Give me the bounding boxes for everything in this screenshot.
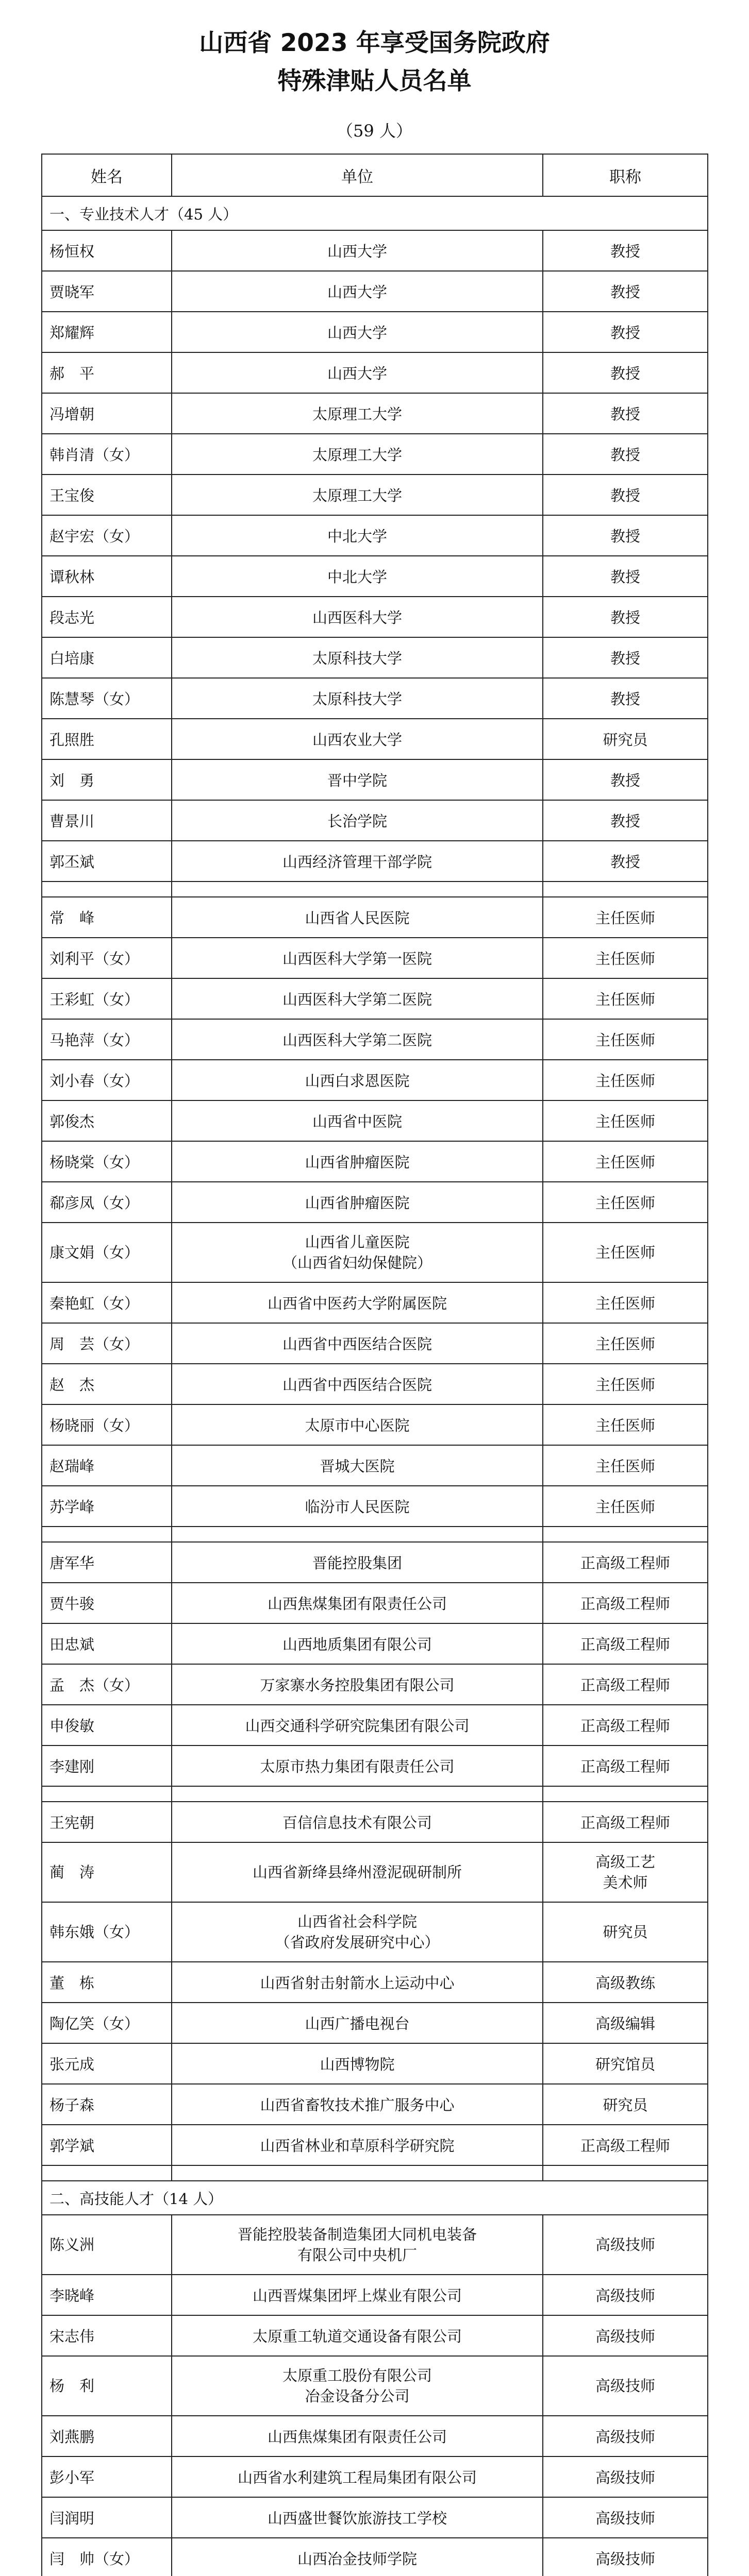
header-name: 姓名 (42, 154, 172, 196)
table-row (42, 2003, 708, 2043)
name-cell: 郭俊杰 (42, 1100, 172, 1141)
table-row (42, 2538, 708, 2576)
table-row (42, 800, 708, 841)
unit-cell: 临汾市人民医院 (172, 1486, 543, 1527)
unit-cell: 山西大学 (172, 230, 543, 271)
unit-cell: 太原科技大学 (172, 637, 543, 678)
group-spacer (42, 1786, 708, 1802)
name-cell: 杨恒权 (42, 230, 172, 271)
unit-cell: 山西省中西医结合医院 (172, 1323, 543, 1364)
table-row (42, 2084, 708, 2125)
table-row (42, 556, 708, 597)
unit-cell: 百信信息技术有限公司 (172, 1802, 543, 1842)
name-cell: 马艳萍（女） (42, 1019, 172, 1060)
table-row (42, 1705, 708, 1745)
title-cell (543, 1842, 708, 1902)
title-cell: 教授 (543, 434, 708, 474)
unit-cell: 万家寨水务控股集团有限公司 (172, 1664, 543, 1705)
unit-cell-line-1: 太原重工股份有限公司 (282, 2367, 432, 2384)
title-cell: 教授 (543, 841, 708, 882)
title-cell-line-2: 美术师 (603, 1874, 648, 1891)
title-cell: 高级编辑 (543, 2003, 708, 2043)
group-spacer (42, 1527, 708, 1542)
group-spacer (42, 2165, 708, 2181)
name-cell: 杨晓棠（女） (42, 1141, 172, 1182)
unit-cell-line-1: 晋能控股装备制造集团大同机电装备 (237, 2226, 477, 2243)
name-cell: 李晓峰 (42, 2275, 172, 2315)
name-cell: 苏学峰 (42, 1486, 172, 1527)
name-cell: 陈义洲 (42, 2215, 172, 2275)
name-cell: 张元成 (42, 2043, 172, 2084)
unit-cell: 晋能控股集团 (172, 1542, 543, 1583)
table-row (42, 1282, 708, 1323)
title-cell: 主任医师 (543, 897, 708, 938)
table-row (42, 1623, 708, 1664)
name-cell: 赵宇宏（女） (42, 515, 172, 556)
table-row (42, 2456, 708, 2497)
table-row (42, 978, 708, 1019)
name-cell: 郝 平 (42, 352, 172, 393)
name-cell: 彭小军 (42, 2456, 172, 2497)
table-row (42, 637, 708, 678)
title-cell: 高级技师 (543, 2456, 708, 2497)
name-cell: 王宪朝 (42, 1802, 172, 1842)
name-cell: 杨晓丽（女） (42, 1404, 172, 1445)
spacer-cell (543, 1786, 708, 1802)
name-cell: 赵瑞峰 (42, 1445, 172, 1486)
unit-cell: 山西交通科学研究院集团有限公司 (172, 1705, 543, 1745)
title-cell: 主任医师 (543, 978, 708, 1019)
title-cell: 正高级工程师 (543, 1623, 708, 1664)
title-cell: 研究员 (543, 719, 708, 759)
unit-cell: 山西盛世餐饮旅游技工学校 (172, 2497, 543, 2538)
table-row (42, 474, 708, 515)
section-heading: 一、专业技术人才（45 人） (42, 196, 708, 230)
spacer-cell (172, 1786, 543, 1802)
title-cell: 高级技师 (543, 2356, 708, 2416)
section-row (42, 196, 708, 230)
table-row (42, 1962, 708, 2003)
table-row (42, 2315, 708, 2356)
title-cell: 正高级工程师 (543, 1705, 708, 1745)
name-cell: 秦艳虹（女） (42, 1282, 172, 1323)
title-cell: 主任医师 (543, 1445, 708, 1486)
table-row (42, 841, 708, 882)
title-cell: 主任医师 (543, 1223, 708, 1282)
title-cell: 教授 (543, 271, 708, 312)
title-cell: 高级技师 (543, 2215, 708, 2275)
name-cell: 杨 利 (42, 2356, 172, 2416)
table-row (42, 1542, 708, 1583)
table-row (42, 1902, 708, 1962)
name-cell: 白培康 (42, 637, 172, 678)
table-row (42, 1445, 708, 1486)
name-cell: 周 芸（女） (42, 1323, 172, 1364)
title-cell: 教授 (543, 515, 708, 556)
title-cell: 教授 (543, 597, 708, 637)
table-row (42, 352, 708, 393)
title-cell: 主任医师 (543, 1486, 708, 1527)
header-title: 职称 (543, 154, 708, 196)
unit-cell (172, 1902, 543, 1962)
unit-cell (172, 2215, 543, 2275)
title-cell: 主任医师 (543, 1364, 708, 1404)
table-row (42, 2275, 708, 2315)
name-cell: 董 栋 (42, 1962, 172, 2003)
unit-cell-line-1: 山西省社会科学院 (297, 1913, 417, 1930)
unit-cell: 山西地质集团有限公司 (172, 1623, 543, 1664)
title-cell: 教授 (543, 352, 708, 393)
name-cell: 陶亿笑（女） (42, 2003, 172, 2043)
name-cell: 韩东娥（女） (42, 1902, 172, 1962)
title-cell: 主任医师 (543, 1282, 708, 1323)
table-row (42, 1364, 708, 1404)
table-row (42, 1323, 708, 1364)
table-row (42, 897, 708, 938)
section-heading: 二、高技能人才（14 人） (42, 2181, 708, 2215)
title-cell: 正高级工程师 (543, 1745, 708, 1786)
recipient-table (41, 154, 708, 2576)
table-row (42, 1404, 708, 1445)
name-cell: 宋志伟 (42, 2315, 172, 2356)
unit-cell: 山西大学 (172, 352, 543, 393)
spacer-cell (172, 882, 543, 897)
unit-cell: 中北大学 (172, 515, 543, 556)
unit-cell: 山西医科大学第二医院 (172, 978, 543, 1019)
unit-cell: 山西博物院 (172, 2043, 543, 2084)
table-row (42, 271, 708, 312)
title-cell: 高级技师 (543, 2315, 708, 2356)
unit-cell: 山西白求恩医院 (172, 1060, 543, 1100)
unit-cell: 晋城大医院 (172, 1445, 543, 1486)
title-cell: 研究员 (543, 2084, 708, 2125)
table-row (42, 1019, 708, 1060)
table-row (42, 678, 708, 719)
title-cell: 主任医师 (543, 1182, 708, 1223)
table-row (42, 2215, 708, 2275)
name-cell: 刘小春（女） (42, 1060, 172, 1100)
unit-cell: 山西省水利建筑工程局集团有限公司 (172, 2456, 543, 2497)
title-cell: 主任医师 (543, 1404, 708, 1445)
table-header-row (42, 154, 708, 196)
name-cell: 申俊敏 (42, 1705, 172, 1745)
table-row (42, 2043, 708, 2084)
table-row (42, 1223, 708, 1282)
unit-cell: 长治学院 (172, 800, 543, 841)
name-cell: 韩肖清（女） (42, 434, 172, 474)
name-cell: 杨子森 (42, 2084, 172, 2125)
title-cell: 研究馆员 (543, 2043, 708, 2084)
unit-cell: 山西焦煤集团有限责任公司 (172, 1583, 543, 1623)
unit-cell: 山西省中医药大学附属医院 (172, 1282, 543, 1323)
name-cell: 曹景川 (42, 800, 172, 841)
name-cell: 康文娟（女） (42, 1223, 172, 1282)
section-row (42, 2181, 708, 2215)
title-cell: 高级技师 (543, 2275, 708, 2315)
unit-cell (172, 1223, 543, 1282)
title-cell: 主任医师 (543, 1060, 708, 1100)
unit-cell: 山西医科大学第一医院 (172, 938, 543, 978)
table-row (42, 719, 708, 759)
total-count: （59 人） (337, 121, 412, 141)
unit-cell: 山西医科大学 (172, 597, 543, 637)
unit-cell: 太原科技大学 (172, 678, 543, 719)
table-row (42, 230, 708, 271)
table-row (42, 515, 708, 556)
title-cell: 高级教练 (543, 1962, 708, 2003)
table-row (42, 2356, 708, 2416)
table-row (42, 2125, 708, 2165)
unit-cell: 山西大学 (172, 312, 543, 352)
unit-cell: 晋中学院 (172, 759, 543, 800)
unit-cell: 太原理工大学 (172, 434, 543, 474)
table-row (42, 759, 708, 800)
unit-cell: 太原理工大学 (172, 474, 543, 515)
name-cell: 李建刚 (42, 1745, 172, 1786)
title-cell: 主任医师 (543, 1141, 708, 1182)
title-cell: 教授 (543, 556, 708, 597)
name-cell: 刘燕鹏 (42, 2416, 172, 2456)
table-row (42, 1100, 708, 1141)
group-spacer (42, 882, 708, 897)
unit-cell: 太原重工轨道交通设备有限公司 (172, 2315, 543, 2356)
unit-cell: 中北大学 (172, 556, 543, 597)
unit-cell: 山西医科大学第二医院 (172, 1019, 543, 1060)
title-cell: 教授 (543, 474, 708, 515)
spacer-cell (42, 1527, 172, 1542)
unit-cell: 山西农业大学 (172, 719, 543, 759)
title-cell: 教授 (543, 759, 708, 800)
unit-cell: 山西大学 (172, 271, 543, 312)
name-cell: 郑耀辉 (42, 312, 172, 352)
name-cell: 段志光 (42, 597, 172, 637)
name-cell: 郗彦凤（女） (42, 1182, 172, 1223)
title-cell: 教授 (543, 800, 708, 841)
name-cell: 闫润明 (42, 2497, 172, 2538)
header-unit: 单位 (172, 154, 543, 196)
title-cell: 教授 (543, 637, 708, 678)
title-cell: 教授 (543, 678, 708, 719)
unit-cell: 山西省新绛县绛州澄泥砚研制所 (172, 1842, 543, 1902)
unit-cell-line-2: （省政府发展研究中心） (275, 1934, 440, 1951)
name-cell: 孟 杰（女） (42, 1664, 172, 1705)
title-cell: 正高级工程师 (543, 1542, 708, 1583)
unit-cell: 太原理工大学 (172, 393, 543, 434)
title-cell-line-1: 高级工艺 (595, 1853, 655, 1871)
title-cell: 研究员 (543, 1902, 708, 1962)
table-row (42, 938, 708, 978)
title-cell: 教授 (543, 393, 708, 434)
unit-cell-line-2: （山西省妇幼保健院） (282, 1254, 432, 1272)
table-row (42, 1583, 708, 1623)
document-title-line-2: 特殊津贴人员名单 (277, 67, 472, 95)
table-row (42, 1060, 708, 1100)
title-cell: 高级技师 (543, 2538, 708, 2576)
table-row (42, 312, 708, 352)
unit-cell: 太原市热力集团有限责任公司 (172, 1745, 543, 1786)
table-row (42, 1182, 708, 1223)
name-cell: 郭丕斌 (42, 841, 172, 882)
spacer-cell (543, 1527, 708, 1542)
name-cell: 贾晓军 (42, 271, 172, 312)
name-cell: 贾牛骏 (42, 1583, 172, 1623)
spacer-cell (172, 1527, 543, 1542)
name-cell: 闫 帅（女） (42, 2538, 172, 2576)
title-cell: 正高级工程师 (543, 1583, 708, 1623)
name-cell: 蔺 涛 (42, 1842, 172, 1902)
name-cell: 陈慧琴（女） (42, 678, 172, 719)
name-cell: 刘 勇 (42, 759, 172, 800)
table-row (42, 1141, 708, 1182)
spacer-cell (42, 882, 172, 897)
spacer-cell (543, 882, 708, 897)
unit-cell: 山西焦煤集团有限责任公司 (172, 2416, 543, 2456)
unit-cell: 山西省肿瘤医院 (172, 1141, 543, 1182)
name-cell: 郭学斌 (42, 2125, 172, 2165)
unit-cell: 山西经济管理干部学院 (172, 841, 543, 882)
unit-cell: 山西省畜牧技术推广服务中心 (172, 2084, 543, 2125)
name-cell: 王宝俊 (42, 474, 172, 515)
title-cell: 教授 (543, 312, 708, 352)
name-cell: 谭秋林 (42, 556, 172, 597)
table-row (42, 434, 708, 474)
unit-cell: 山西省中西医结合医院 (172, 1364, 543, 1404)
spacer-cell (172, 2165, 543, 2181)
name-cell: 孔照胜 (42, 719, 172, 759)
title-cell: 正高级工程师 (543, 2125, 708, 2165)
spacer-cell (42, 1786, 172, 1802)
table-row (42, 1842, 708, 1902)
unit-cell: 山西省肿瘤医院 (172, 1182, 543, 1223)
name-cell: 田忠斌 (42, 1623, 172, 1664)
title-cell: 正高级工程师 (543, 1664, 708, 1705)
title-cell: 主任医师 (543, 1323, 708, 1364)
name-cell: 赵 杰 (42, 1364, 172, 1404)
table-row (42, 1802, 708, 1842)
unit-cell-line-1: 山西省儿童医院 (305, 1233, 410, 1251)
unit-cell: 山西冶金技师学院 (172, 2538, 543, 2576)
unit-cell: 山西晋煤集团坪上煤业有限公司 (172, 2275, 543, 2315)
name-cell: 刘利平（女） (42, 938, 172, 978)
title-cell: 高级技师 (543, 2497, 708, 2538)
name-cell: 唐军华 (42, 1542, 172, 1583)
table-row (42, 2497, 708, 2538)
spacer-cell (42, 2165, 172, 2181)
name-cell: 常 峰 (42, 897, 172, 938)
unit-cell (172, 2356, 543, 2416)
name-cell: 王彩虹（女） (42, 978, 172, 1019)
title-cell: 教授 (543, 230, 708, 271)
table-body (42, 196, 708, 2576)
unit-cell: 太原市中心医院 (172, 1404, 543, 1445)
unit-cell: 山西广播电视台 (172, 2003, 543, 2043)
table-row (42, 597, 708, 637)
table-row (42, 1745, 708, 1786)
title-cell: 主任医师 (543, 938, 708, 978)
document-title-line-1: 山西省 2023 年享受国务院政府 (199, 29, 550, 57)
table-row (42, 1486, 708, 1527)
spacer-cell (543, 2165, 708, 2181)
unit-cell: 山西省人民医院 (172, 897, 543, 938)
title-cell: 主任医师 (543, 1100, 708, 1141)
table-row (42, 2416, 708, 2456)
unit-cell: 山西省中医院 (172, 1100, 543, 1141)
title-cell: 高级技师 (543, 2416, 708, 2456)
table-row (42, 1664, 708, 1705)
title-cell: 正高级工程师 (543, 1802, 708, 1842)
unit-cell-line-2: 冶金设备分公司 (305, 2387, 410, 2405)
unit-cell: 山西省林业和草原科学研究院 (172, 2125, 543, 2165)
table-row (42, 393, 708, 434)
unit-cell-line-2: 有限公司中央机厂 (297, 2246, 417, 2264)
unit-cell: 山西省射击射箭水上运动中心 (172, 1962, 543, 2003)
title-cell: 主任医师 (543, 1019, 708, 1060)
name-cell: 冯增朝 (42, 393, 172, 434)
